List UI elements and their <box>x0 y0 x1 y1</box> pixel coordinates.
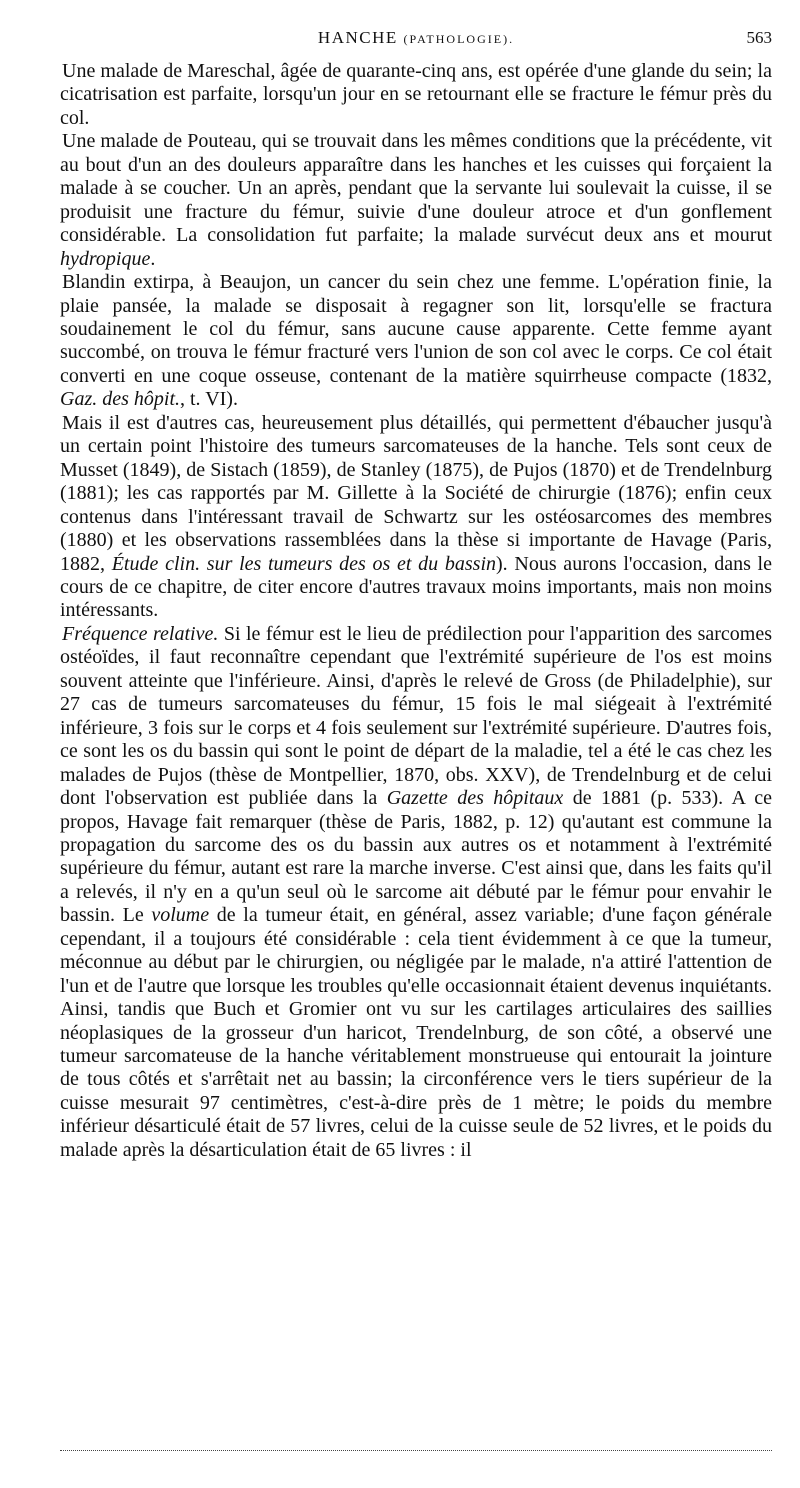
paragraph-mareschal: Une malade de Mareschal, âgée de quarante-cinq ans, est opérée d'une glande du sein; la cicatrisation est parfaite, lorsqu'un jour en se retournant elle se fracture le fémur près du col. <box>60 60 772 129</box>
header-subtitle: (PATHOLOGIE). <box>403 32 515 46</box>
running-head <box>60 28 772 48</box>
italic-term: volume <box>151 904 210 927</box>
page-header <box>60 28 772 54</box>
italic-citation: Étude clin. sur les tumeurs des os et du bassin <box>111 552 496 575</box>
italic-citation: Gazette des hôpitaux <box>386 787 564 810</box>
paragraph-pouteau: Une malade de Pouteau, qui se trouvait dans les mêmes conditions que la précédente, vit au bout d'un an des douleurs apparaître dans les hanches et les cuisses qui forçaient la malade à se coucher. Un an après, pendant que la servante lui soulevait la cuisse, il se produisit une fracture du fémur, suivie d'une douleur atroce et d'un gonflement considérable. La consolidation fut parfaite; la malade survécut deux ans et mourut hydropique. <box>60 130 772 270</box>
footer-rule <box>60 1450 772 1451</box>
page-number: 563 <box>746 28 772 47</box>
header-title: HANCHE <box>317 28 398 47</box>
paragraph-blandin: Blandin extirpa, à Beaujon, un cancer du sein chez une femme. L'opération finie, la plaie pansée, la malade se disposait à regagner son lit, lorsqu'elle se fractura soudainement le col du fémur, sans aucune cause apparente. Cette femme ayant succombé, on trouva le fémur fracturé vers l'union de son col avec le corps. Ce col était converti en une coque osseuse, contenant de la matière squirrheuse compacte (1832, Gaz. des hôpit., t. VI). <box>60 271 772 411</box>
paragraph-frequence: Fréquence relative. Si le fémur est le lieu de prédilection pour l'apparition des sarcomes ostéoïdes, il faut reconnaître cependant que l'extrémité supérieure de l'os est moins souvent atteinte que l'inférieure. Ainsi, d'après le relevé de Gross (de Philadelphie), sur 27 cas de tumeurs sarcomateuses du fémur, 15 fois le mal siégeait à l'extrémité inférieure, 3 fois sur le corps et 4 fois seulement sur l'extrémité supérieure. D'autres fois, ce sont les os du bassin qui sont le point de départ de la maladie, tel a été le cas chez les malades de Pujos (thèse de Montpellier, 1870, obs. XXV), de Trendelnburg et de celui dont l'observation est publiée dans la Gazette des hôpitaux de 1881 (p. 533). A ce propos, Havage fait remarquer (thèse de Paris, 1882, p. 12) qu'autant est commune la propagation du sarcome des os du bassin aux autres os et notamment à l'extrémité supérieure du fémur, autant est rare la marche inverse. C'est ainsi que, dans les faits qu'il a relevés, il n'y en a qu'un seul où le sarcome ait débuté par le fémur pour envahir le bassin. Le volume de la tumeur était, en général, assez variable; d'une façon générale cependant, il a toujours été considérable : cela tient évidemment à ce que la tumeur, méconnue au début par le chirurgien, ou négligée par le malade, n'a attiré l'attention de l'un et de l'autre que lorsque les troubles qu'elle occasionnait étaient devenus inquiétants. Ainsi, tandis que Buch et Gromier ont vu sur les cartilages articulaires des saillies néoplasiques de la grosseur d'un haricot, Trendelnburg, de son côté, a observé une tumeur sarcomateuse de la hanche véritablement monstrueuse qui entourait la jointure de tous côtés et s'arrêtait net au bassin; la circonférence vers le tiers supérieur de la cuisse mesurait 97 centimètres, c'est-à-dire près de 1 mètre; le poids du membre inférieur désarticulé était de 57 livres, celui de la cuisse seule de 52 livres, et le poids du malade après la désarticulation était de 65 livres : il <box>60 622 773 1161</box>
paragraph-other-cases: Mais il est d'autres cas, heureusement plus détaillés, qui permettent d'ébaucher jusqu'à un certain point l'histoire des tumeurs sarcomateuses de la hanche. Tels sont ceux de Musset (1849), de Sistach (1859), de Stanley (1875), de Pujos (1870) et de Trendelnburg (1881); les cas rapportés par M. Gillette à la Société de chirurgie (1876); enfin ceux contenus dans l'intéressant travail de Schwartz sur les ostéosarcomes des membres (1880) et les observations rassemblées dans la thèse si importante de Havage (Paris, 1882, Étude clin. sur les tumeurs des os et du bassin). Nous aurons l'occasion, dans le cours de ce chapitre, de citer encore d'autres travaux moins importants, mais non moins intéressants. <box>60 411 772 622</box>
body-text <box>60 60 772 1162</box>
italic-term: hydropique <box>60 247 151 270</box>
section-heading-italic: Fréquence relative. <box>62 622 219 645</box>
italic-citation: Gaz. des hôpit. <box>60 388 180 411</box>
